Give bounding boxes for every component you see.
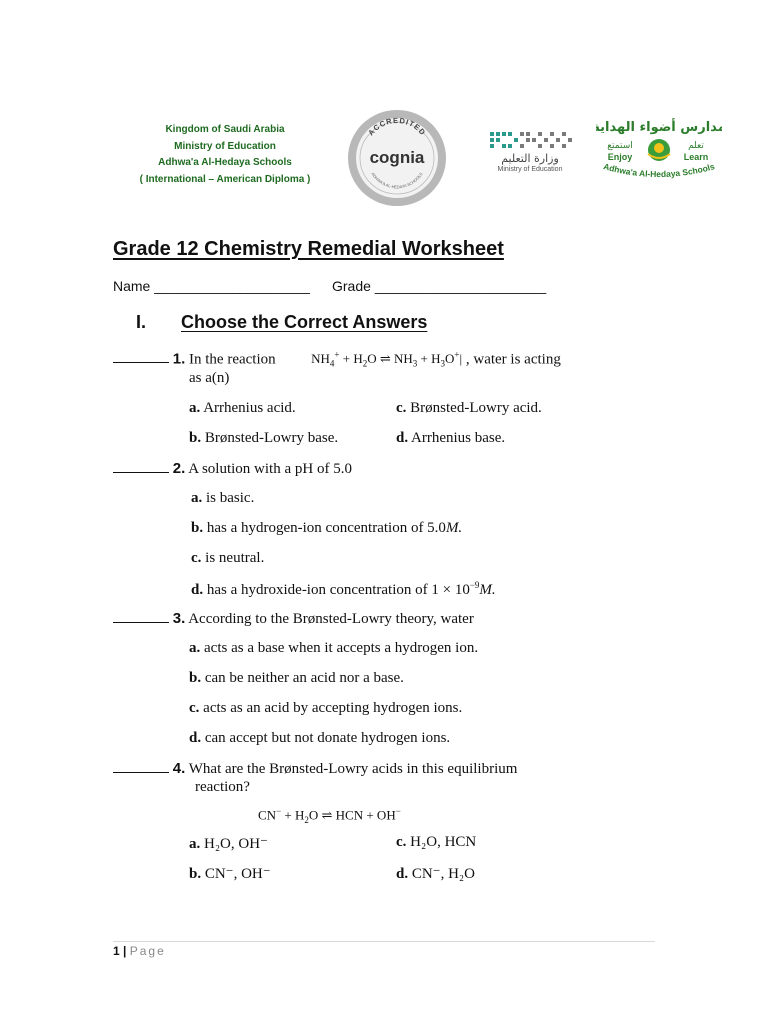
seal-top-text: ACCREDITED [366, 115, 428, 138]
option-letter: c. [189, 700, 200, 716]
question-text: A solution with a pH of 5.0 [188, 461, 352, 477]
school-info [120, 122, 330, 188]
school-line: ( International – American Diploma ) [139, 173, 311, 185]
grade-blank[interactable]: ______________________ [374, 278, 547, 294]
option-letter: a. [189, 640, 201, 656]
option[interactable] [189, 700, 462, 717]
option-letter: b. [189, 866, 202, 882]
option-text: CN⁻, OH⁻ [204, 866, 271, 882]
question-number: 4. [172, 760, 186, 777]
name-label: Name [113, 278, 151, 294]
reaction-equation: $NH_4^+ + H_2O$ ⇌ $NH_3 + H_3O^+|$ [311, 350, 463, 369]
option[interactable] [189, 670, 404, 687]
option[interactable] [189, 400, 296, 417]
question-number: 2. [172, 460, 186, 477]
unit-m: M. [479, 582, 496, 598]
grade-label: Grade [332, 278, 371, 294]
school-logo-enjoy: Enjoy [607, 152, 633, 162]
school-line: Adhwa'a Al-Hedaya Schools [158, 157, 292, 168]
option-text: CN⁻, H₂O [411, 866, 475, 882]
question-text: In the reaction [189, 351, 276, 368]
question-text: What are the Brønsted-Lowry acids in this equilibrium [188, 761, 518, 777]
answer-blank[interactable] [113, 760, 169, 773]
option-letter: d. [191, 582, 204, 598]
option[interactable] [191, 580, 496, 599]
school-line: Ministry of Education [174, 140, 276, 152]
option[interactable] [189, 834, 268, 853]
option-text: can accept but not donate hydrogen ions. [204, 730, 451, 746]
option-text: H₂O, OH⁻ [204, 836, 268, 852]
page-word: Page [129, 944, 166, 958]
option-letter: d. [396, 866, 409, 882]
page-separator: | [123, 944, 127, 958]
school-logo-icon [596, 116, 722, 186]
option[interactable] [191, 550, 264, 567]
school-line: Kingdom of Saudi Arabia [165, 124, 285, 135]
seal-brand: cognia [369, 148, 425, 167]
question-3 [113, 610, 474, 628]
option[interactable] [396, 864, 475, 883]
option-text: acts as an acid by accepting hydrogen ions. [203, 700, 463, 716]
question-number: 3. [172, 610, 186, 627]
option[interactable] [396, 400, 542, 417]
moe-english: Ministry of Education [497, 166, 563, 173]
footer-divider [113, 941, 655, 942]
question-text-cont: as a(n) [189, 370, 230, 386]
name-row [113, 278, 310, 294]
option-text: H₂O, HCN [410, 834, 477, 850]
seal-bottom-text: ADHWA'A AL-HEDAYA SCHOOLS [370, 171, 424, 190]
option-letter: b. [189, 670, 202, 686]
option-letter: c. [396, 834, 407, 850]
equilibrium-equation: $CN^- + H_2O$ ⇌ HCN + OH− [258, 806, 401, 825]
page-footer [113, 944, 166, 958]
name-blank[interactable]: ____________________ [154, 278, 310, 294]
option-text: has a hydroxide-ion concentration of 1 × 10 [206, 582, 470, 598]
option[interactable] [396, 834, 476, 851]
question-text-after: , water is acting [465, 351, 561, 368]
answer-blank[interactable] [113, 350, 169, 363]
option-letter: a. [189, 836, 201, 852]
option-letter: d. [396, 430, 409, 446]
option-letter: c. [396, 400, 407, 416]
option[interactable] [191, 490, 254, 507]
question-2 [113, 460, 352, 478]
option[interactable] [189, 864, 271, 883]
option-text: Arrhenius base. [411, 430, 506, 446]
moe-arabic: وزارة التعليم [501, 152, 559, 165]
option-text: Arrhenius acid. [203, 400, 296, 416]
section-title: Choose the Correct Answers [181, 312, 428, 332]
option-letter: a. [191, 490, 203, 506]
school-logo-ar: مدارس أضواء الهداية [596, 120, 722, 135]
option-letter: b. [189, 430, 202, 446]
option-text: has a hydrogen-ion concentration of 5.0 [206, 520, 446, 536]
school-logo-learn: Learn [683, 152, 709, 162]
exponent: −9 [469, 580, 480, 590]
option-text: acts as a base when it accepts a hydrogen ion. [204, 640, 479, 656]
option[interactable] [189, 640, 478, 657]
school-logo-learn-ar: تعلم [688, 141, 704, 151]
question-text-cont: reaction? [195, 779, 250, 795]
option-text: Brønsted-Lowry base. [204, 430, 339, 446]
option[interactable] [396, 430, 505, 447]
option-text: Brønsted-Lowry acid. [410, 400, 542, 416]
option[interactable] [189, 730, 450, 747]
option-text: can be neither an acid nor a base. [204, 670, 404, 686]
question-number: 1. [172, 350, 186, 368]
question-text: According to the Brønsted-Lowry theory, water [188, 611, 474, 627]
option-letter: c. [191, 550, 202, 566]
answer-blank[interactable] [113, 610, 169, 623]
question-4 [113, 760, 517, 778]
option-text: is basic. [206, 490, 255, 506]
answer-blank[interactable] [113, 460, 169, 473]
option-letter: b. [191, 520, 204, 536]
worksheet-title: Grade 12 Chemistry Remedial Worksheet [113, 238, 504, 260]
option-letter: d. [189, 730, 202, 746]
option-text: is neutral. [205, 550, 265, 566]
option[interactable] [191, 520, 462, 537]
section-number: I. [136, 312, 147, 332]
option-letter: a. [189, 400, 201, 416]
unit-m: M. [445, 520, 463, 536]
accreditation-seal-icon [346, 108, 448, 208]
question-1 [113, 350, 673, 369]
option[interactable] [189, 430, 338, 447]
svg-text:Adhwa'a Al-Hedaya Schools [602, 161, 716, 179]
grade-row [332, 278, 546, 294]
school-logo-enjoy-ar: استمتع [607, 141, 633, 151]
page-number: 1 [113, 944, 120, 958]
school-logo-en: Adhwa'a Al-Hedaya Schools [602, 161, 716, 180]
